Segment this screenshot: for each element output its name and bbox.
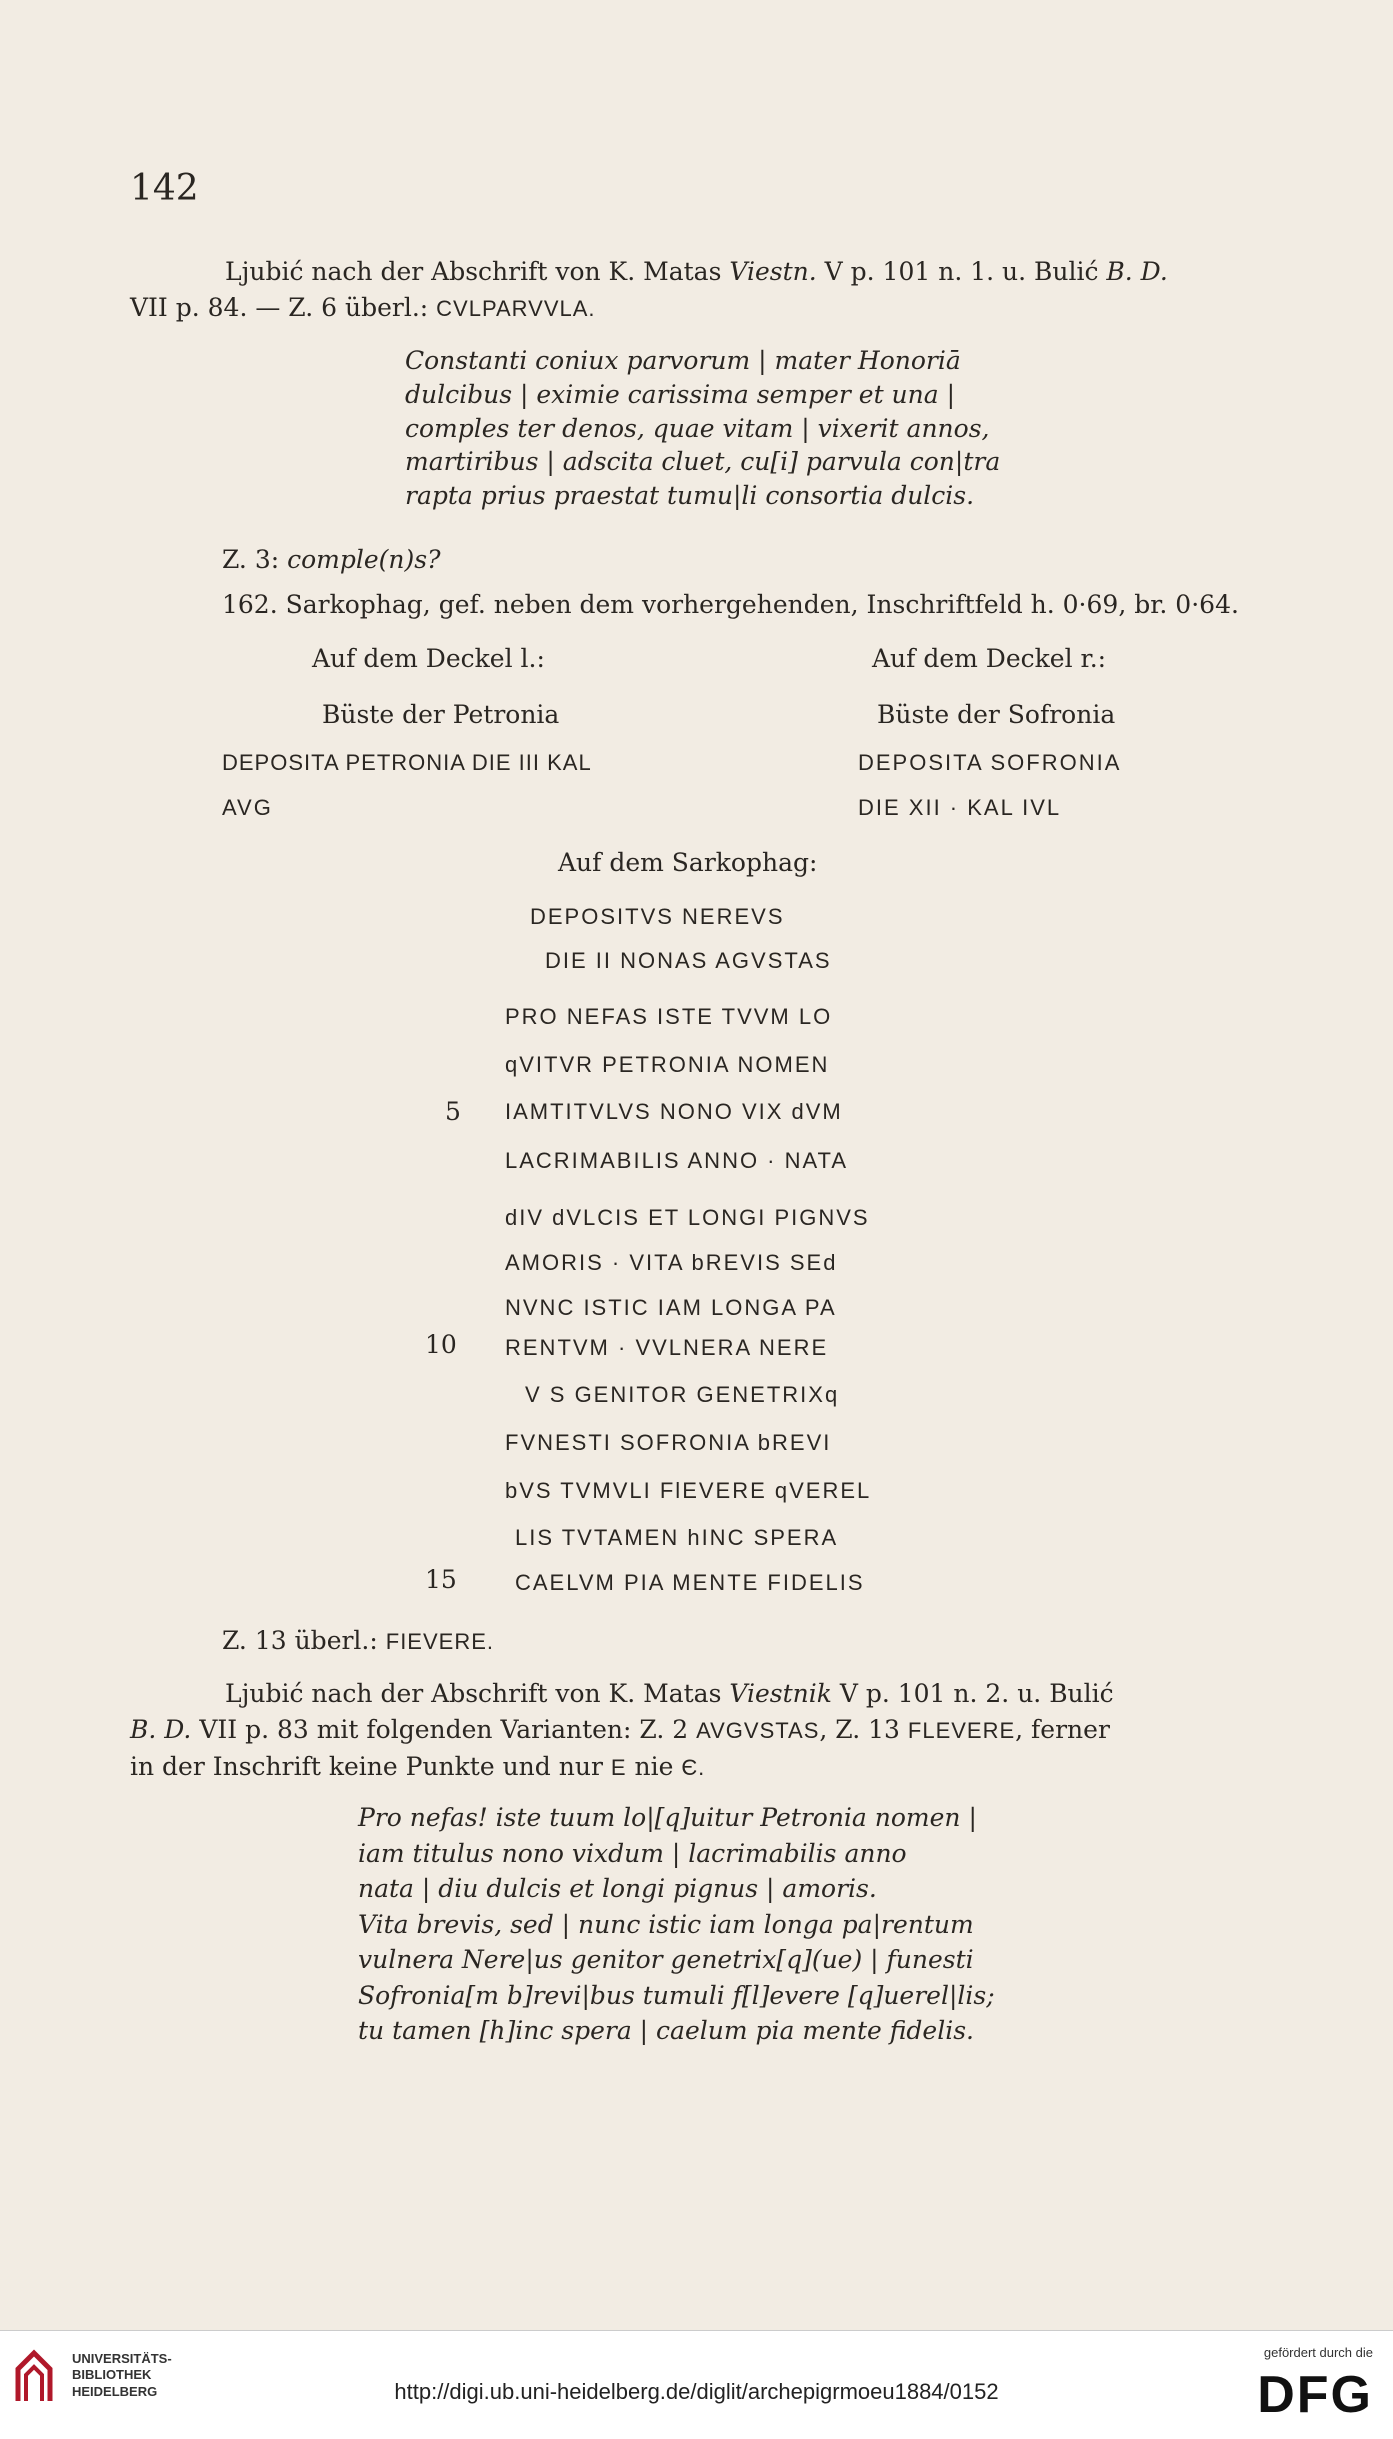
inscription-line: IAMTITVLVS NONO VIX dVM <box>505 1099 843 1124</box>
inscription-line: FVNESTI SOFRONIA bREVI <box>505 1430 832 1455</box>
quote2-line: tu tamen [h]inc spera | caelum pia mente fidelis. <box>358 2016 974 2045</box>
intro-paragraph <box>130 254 1290 327</box>
deckel-right-bust: Büste der Sofronia <box>877 700 1116 729</box>
inscription-line: bVS TVMVLI FlEVERE qVEREL <box>505 1478 872 1503</box>
inscription-line: LACRIMABILIS ANNO · NATA <box>505 1148 849 1173</box>
quote1-line: Constanti coniux parvorum | mater Honoriā <box>405 346 961 375</box>
permalink-url[interactable]: http://digi.ub.uni-heidelberg.de/diglit/archepigrmoeu1884/0152 <box>394 2379 999 2404</box>
deckel-left-bust: Büste der Petronia <box>322 700 560 729</box>
line-number-5: 5 <box>445 1097 461 1126</box>
intro-variant: CVLPARVVLA. <box>436 296 596 322</box>
inscription-line: qVITVR PETRONIA NOMEN <box>505 1052 830 1077</box>
dfg-logo: DFG <box>1257 2366 1373 2424</box>
intro-line2: VII p. 84. — Z. 6 überl.: <box>130 293 437 323</box>
page-number: 142 <box>130 168 199 209</box>
quote2-line: nata | diu dulcis et longi pignus | amoris. <box>358 1874 877 1903</box>
quote1-line: martiribus | adscita cluet, cu[i] parvula con|tra <box>405 447 1001 477</box>
inscription-line: PRO NEFAS ISTE TVVM LO <box>505 1004 833 1029</box>
quote2-line: vulnera Nere|us genitor genetrix[q](ue) | funesti <box>358 1945 974 1974</box>
z13-note: Z. 13 überl.: FIEVERE. <box>222 1626 494 1655</box>
viewer-footer <box>0 2330 1393 2439</box>
deckel-right-text-1: DEPOSITA SOFRONIA <box>858 750 1122 775</box>
line-number-15: 15 <box>425 1565 457 1594</box>
sarkophag-heading: Auf dem Sarkophag: <box>558 848 818 877</box>
quote2-line: Sofronia[m b]revi|bus tumuli f[l]evere [q]uerel|lis; <box>358 1980 995 2010</box>
intro-journal: Viestn. <box>729 257 817 286</box>
deckel-left-text-1: DEPOSITA PETRONIA DIE III KAL <box>222 750 592 775</box>
item-162-heading: 162. Sarkophag, gef. neben dem vorhergehenden, Inschriftfeld h. 0·69, br. 0·64. <box>222 590 1239 619</box>
inscription-line: NVNC ISTIC IAM LONGA PA <box>505 1295 837 1320</box>
inscription-line: DEPOSITVS NEREVS <box>530 904 785 929</box>
quote1-line: dulcibus | eximie carissima semper et una | <box>405 379 956 409</box>
transcription-quote-2 <box>358 1800 1178 2049</box>
inscription-line: dIV dVLCIS ET LONGI PIGNVS <box>505 1205 870 1230</box>
line-number-10: 10 <box>425 1330 457 1359</box>
quote2-line: Pro nefas! iste tuum lo|[q]uitur Petronia nomen | <box>358 1803 977 1832</box>
inscription-line: AMORIS · VITA bREVIS SEd <box>505 1250 838 1275</box>
library-name: UNIVERSITÄTS- BIBLIOTHEK HEIDELBERG <box>72 2351 172 2399</box>
quote1-line: comples ter denos, quae vitam | vixerit annos, <box>405 413 990 443</box>
z3-note: Z. 3: comple(n)s? <box>222 545 441 574</box>
deckel-right-heading: Auf dem Deckel r.: <box>872 644 1107 673</box>
inscription-line: V S GENITOR GENETRIXq <box>525 1382 840 1407</box>
deckel-right-text-2: DIE XII · KAL IVL <box>858 795 1062 820</box>
inscription-line: RENTVM · VVLNERA NERE <box>505 1335 829 1360</box>
quote2-line: Vita brevis, sed | nunc istic iam longa pa|rentum <box>358 1909 974 1939</box>
variants-paragraph: Ljubić nach der Abschrift von K. Matas Viestnik V p. 101 n. 2. u. Bulić B. D. VII p. 83 mit folgenden Varianten: Z. 2 AVGVSTAS, Z. 13 FLEVERE, ferner in der Inschrift keine Punkte und nur E nie Є. <box>130 1679 1114 1781</box>
funded-by-label: gefördert durch die <box>1263 2345 1373 2360</box>
inscription-line: CAELVM PIA MENTE FIDELIS <box>515 1570 865 1595</box>
transcription-quote-1 <box>405 344 1105 513</box>
intro-text: Ljubić nach der Abschrift von K. Matas <box>225 257 730 286</box>
deckel-left-heading: Auf dem Deckel l.: <box>312 644 545 673</box>
quote2-line: iam titulus nono vixdum | lacrimabilis anno <box>358 1838 907 1868</box>
inscription-line: LIS TVTAMEN hINC SPERA <box>515 1525 839 1550</box>
inscription-line: DIE II NONAS AGVSTAS <box>545 948 832 973</box>
intro-ref: B. D. <box>1106 257 1168 286</box>
quote1-line: rapta prius praestat tumu|li consortia dulcis. <box>405 481 975 510</box>
intro-text-2: V p. 101 n. 1. u. Bulić <box>816 257 1107 286</box>
deckel-left-text-2: AVG <box>222 795 273 820</box>
